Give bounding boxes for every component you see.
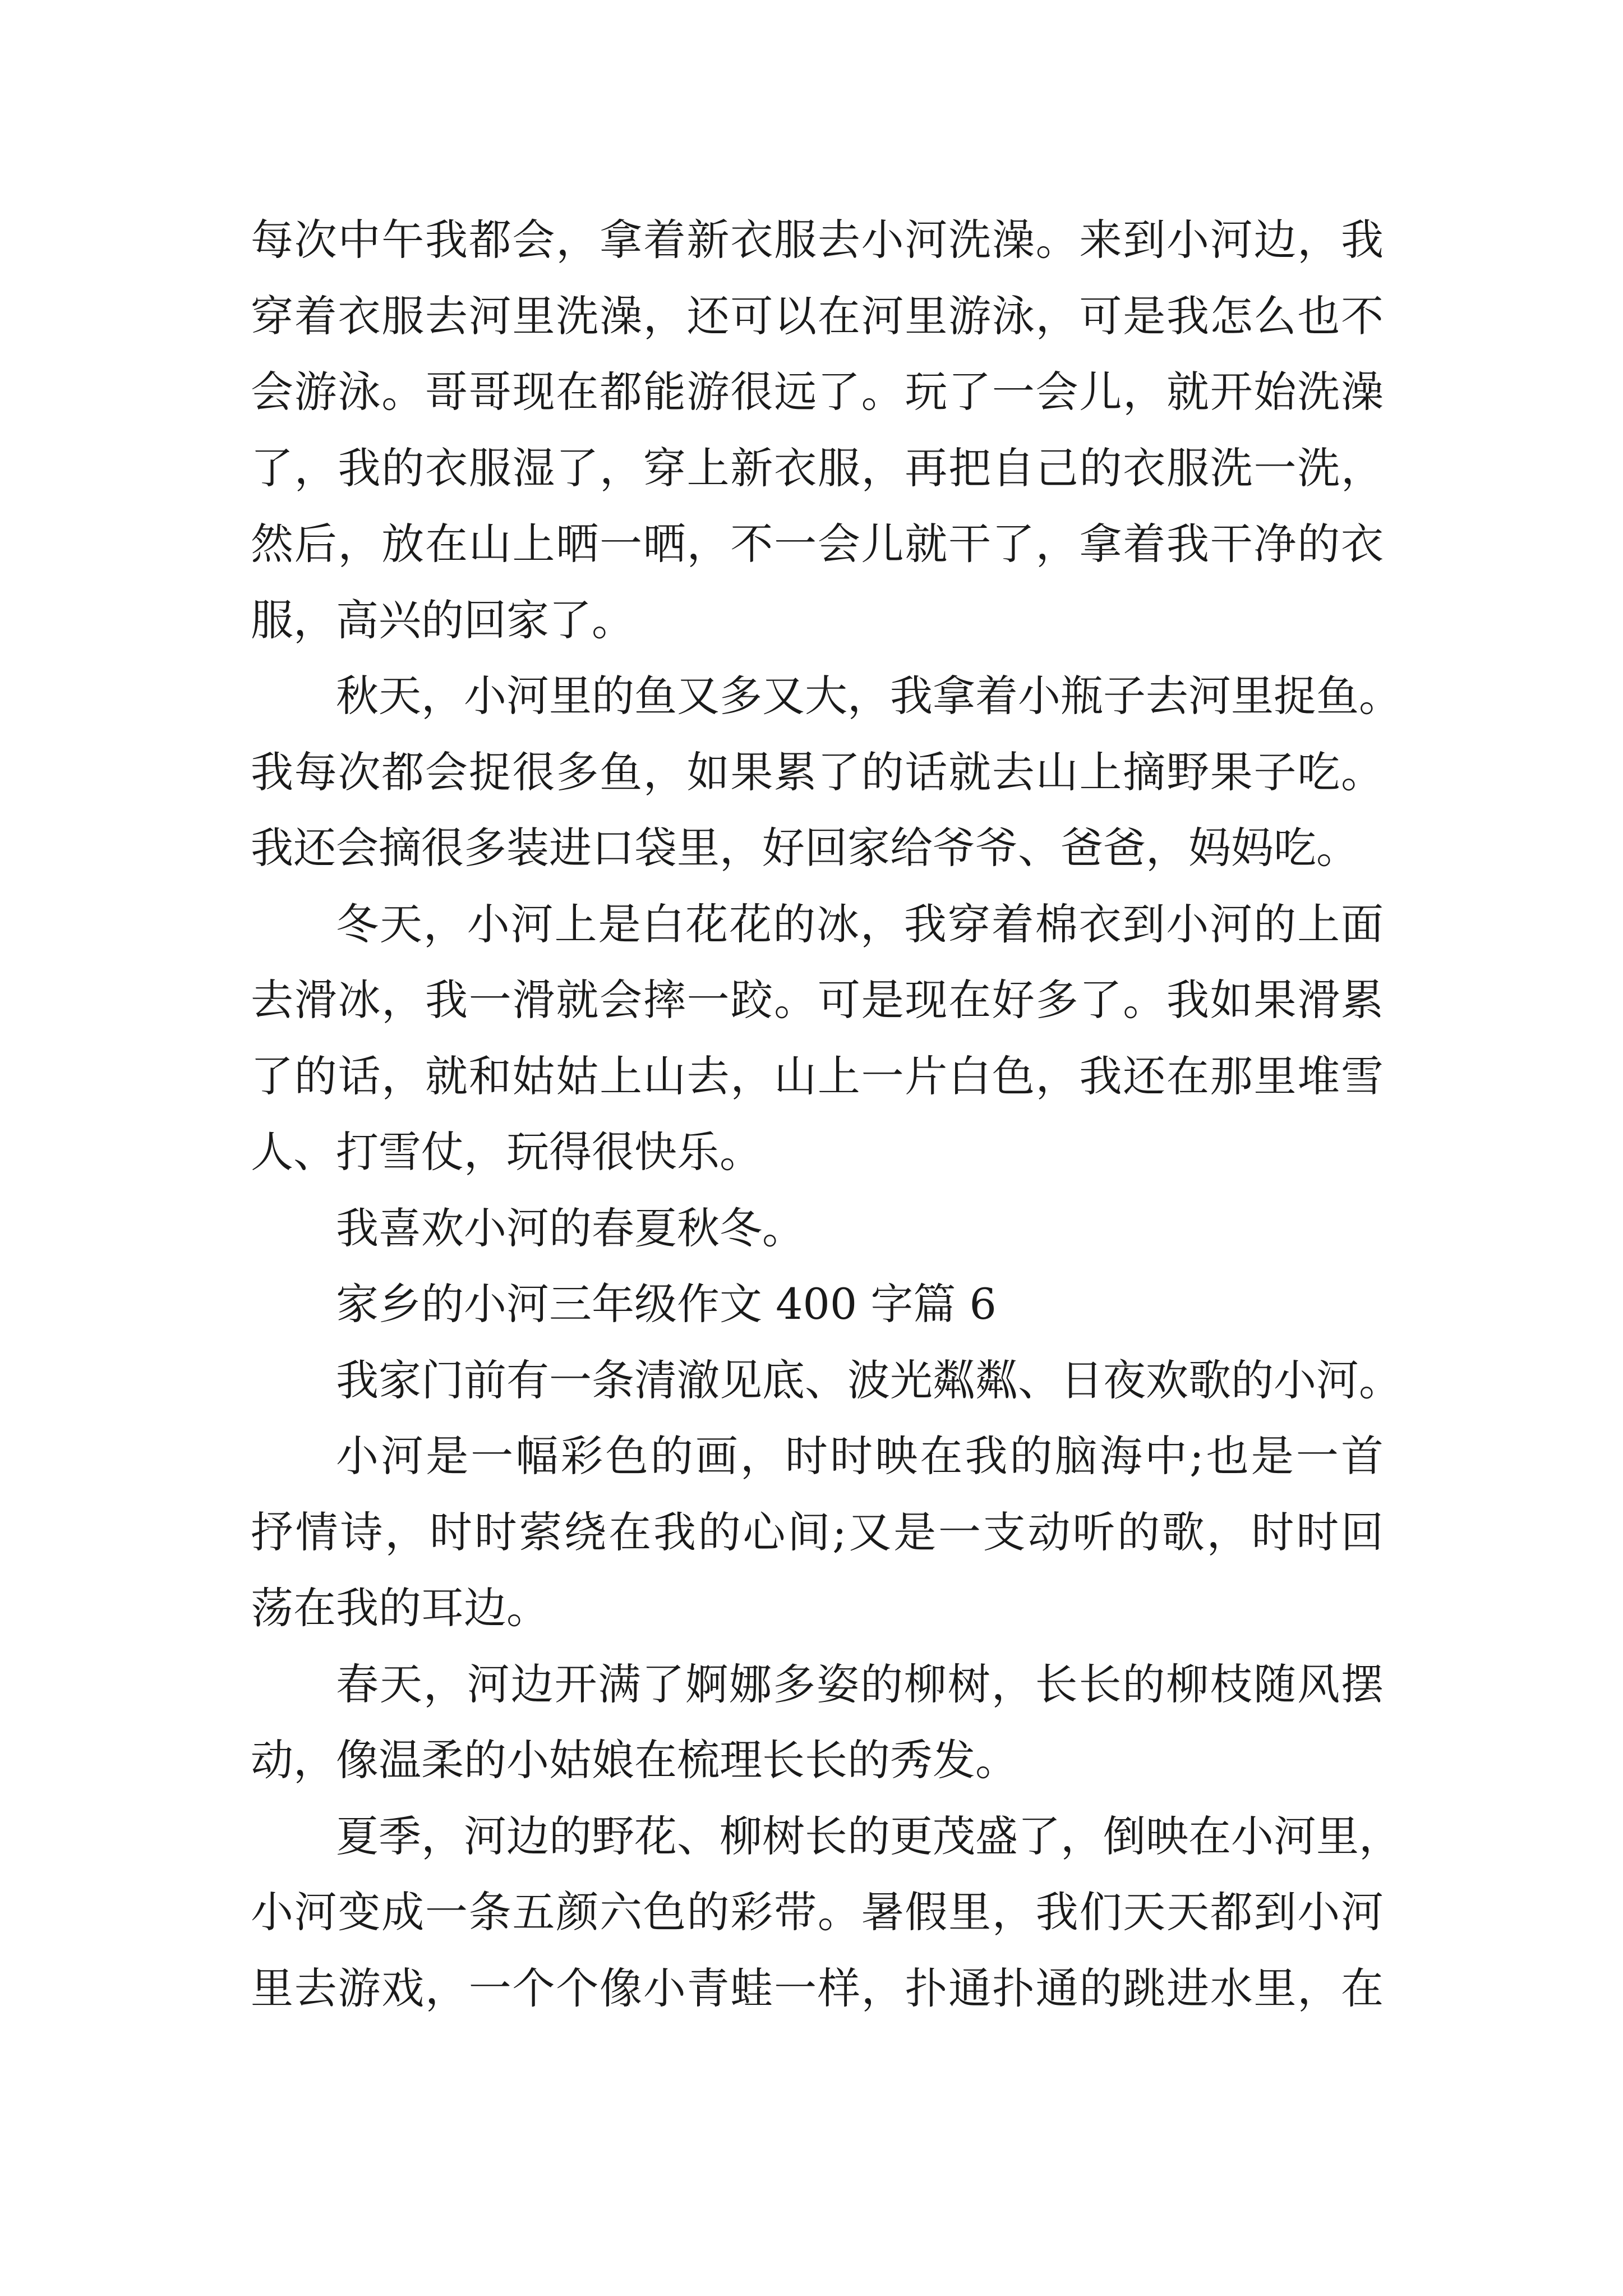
text-line: 会游泳。哥哥现在都能游很远了。玩了一会儿，就开始洗澡 (251, 367, 1384, 417)
text-line: 家乡的小河三年级作文 400 字篇 6 (336, 1279, 997, 1329)
text-line: 我还会摘很多装进口袋里，好回家给爷爷、爸爸，妈妈吃。 (251, 823, 1359, 873)
text-line: 穿着衣服去河里洗澡，还可以在河里游泳，可是我怎么也不 (251, 291, 1384, 341)
text-line: 荡在我的耳边。 (251, 1583, 549, 1633)
text-line: 我每次都会捉很多鱼，如果累了的话就去山上摘野果子吃。 (251, 747, 1384, 797)
text-line: 里去游戏，一个个像小青蛙一样，扑通扑通的跳进水里，在 (251, 1963, 1384, 2013)
text-line: 抒情诗，时时萦绕在我的心间;又是一支动听的歌，时时回 (251, 1507, 1384, 1557)
text-line: 我喜欢小河的春夏秋冬。 (336, 1203, 805, 1253)
essay-body (251, 202, 1401, 2026)
text-line: 了的话，就和姑姑上山去，山上一片白色，我还在那里堆雪 (251, 1051, 1384, 1101)
text-line: 冬天，小河上是白花花的冰，我穿着棉衣到小河的上面 (336, 899, 1384, 949)
text-line: 春天，河边开满了婀娜多姿的柳树，长长的柳枝随风摆 (336, 1659, 1384, 1709)
text-line: 人、打雪仗，玩得很快乐。 (251, 1127, 762, 1177)
text-line: 每次中午我都会，拿着新衣服去小河洗澡。来到小河边，我 (251, 215, 1384, 265)
text-line: 服，高兴的回家了。 (251, 595, 634, 645)
text-line: 动，像温柔的小姑娘在梳理长长的秀发。 (251, 1735, 1018, 1785)
text-line: 去滑冰，我一滑就会摔一跤。可是现在好多了。我如果滑累 (251, 975, 1384, 1025)
text-line: 夏季，河边的野花、柳树长的更茂盛了，倒映在小河里， (336, 1811, 1401, 1861)
text-line: 秋天，小河里的鱼又多又大，我拿着小瓶子去河里捉鱼。 (336, 671, 1401, 721)
text-line: 小河是一幅彩色的画，时时映在我的脑海中;也是一首 (336, 1431, 1384, 1481)
text-line: 了，我的衣服湿了，穿上新衣服，再把自己的衣服洗一洗， (251, 443, 1384, 493)
text-line: 然后，放在山上晒一晒，不一会儿就干了，拿着我干净的衣 (251, 519, 1384, 569)
text-line: 我家门前有一条清澈见底、波光粼粼、日夜欢歌的小河。 (336, 1355, 1401, 1405)
text-line: 小河变成一条五颜六色的彩带。暑假里，我们天天都到小河 (251, 1887, 1384, 1937)
